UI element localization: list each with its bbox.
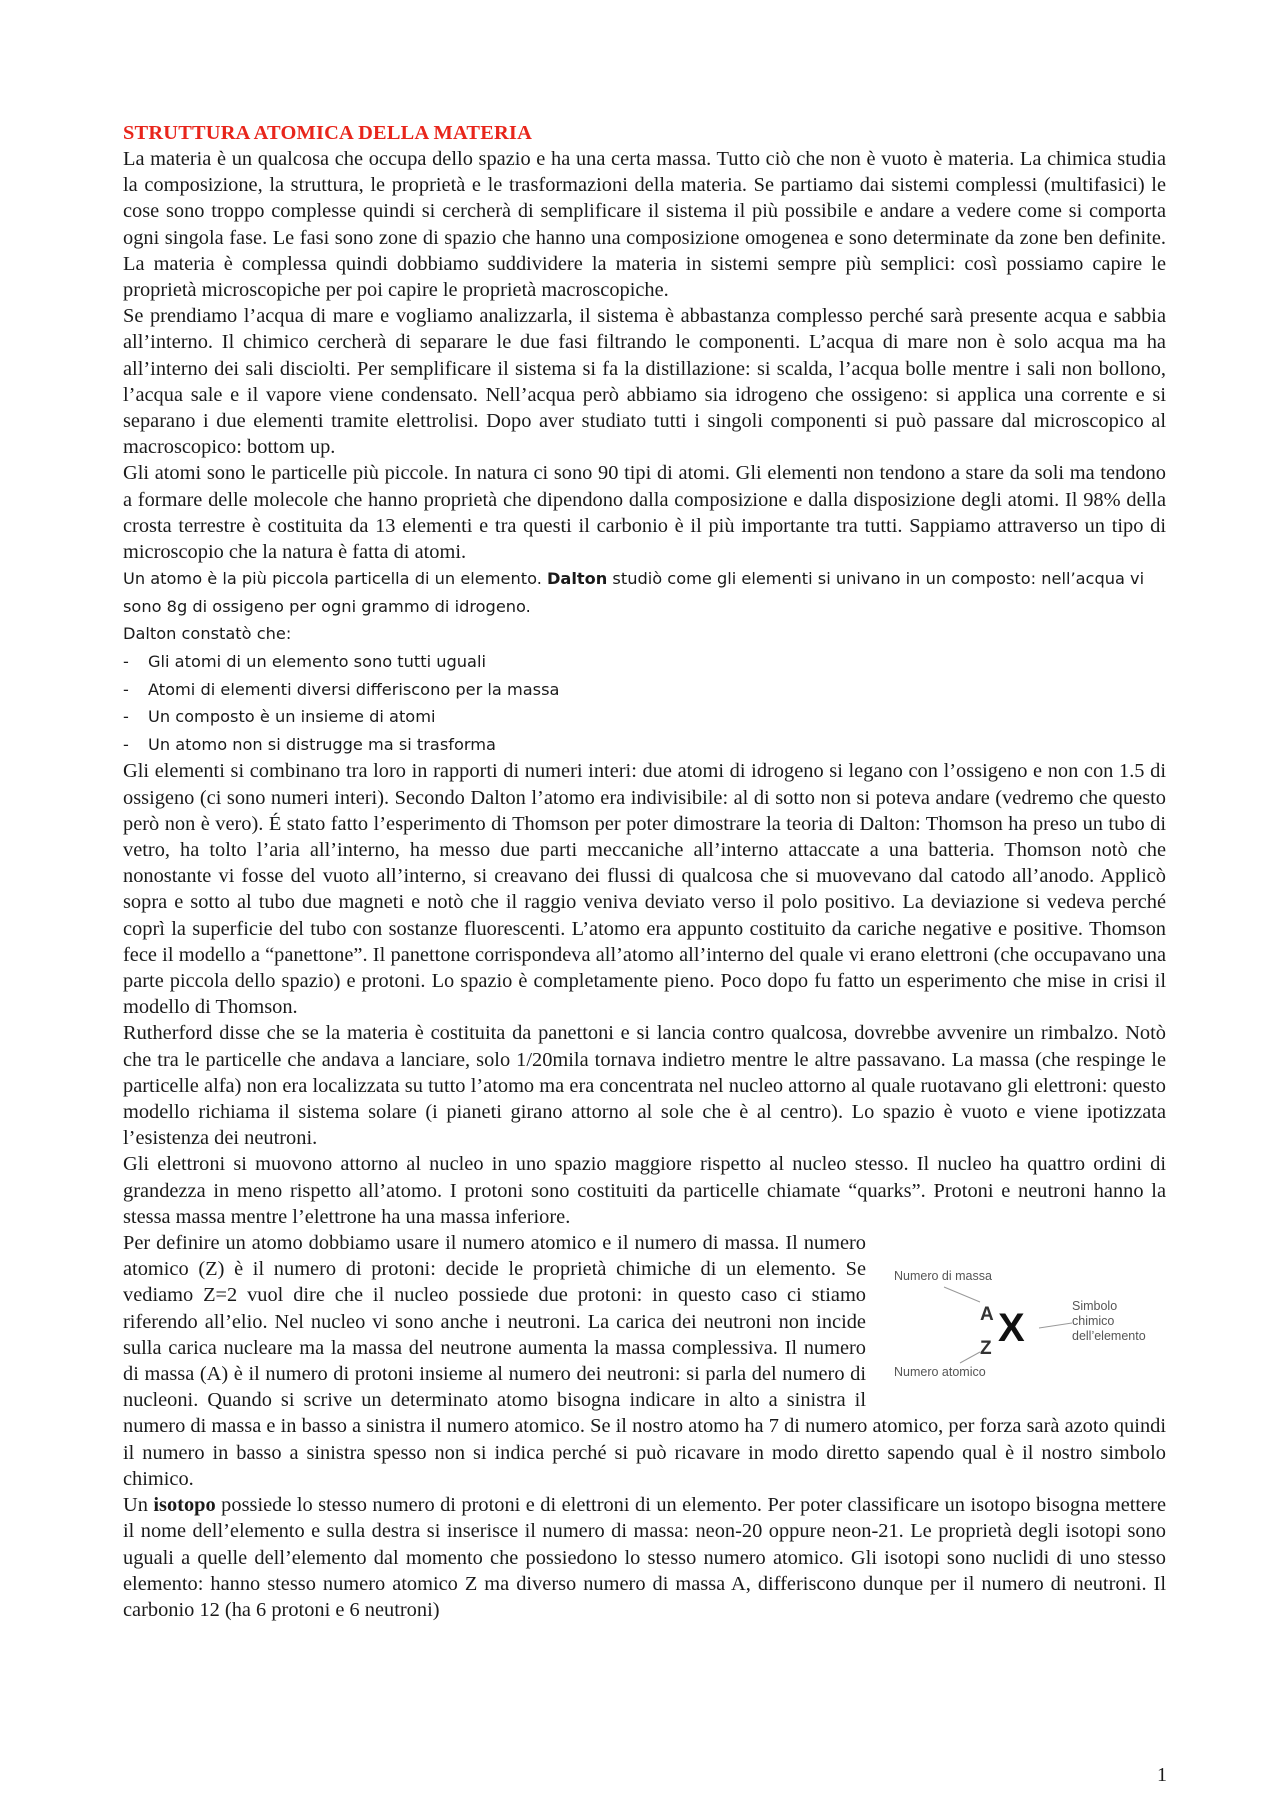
- isotope-term-bold: isotopo: [153, 1494, 216, 1517]
- element-letter: X: [998, 1306, 1025, 1351]
- dalton-intro-text: Un atomo è la più piccola particella di un elemento.: [123, 569, 547, 589]
- mass-letter: A: [980, 1304, 994, 1326]
- page-number: 1: [1157, 1764, 1167, 1786]
- list-item: [123, 648, 1166, 676]
- atomic-number-pointer: [960, 1352, 980, 1363]
- list-dash: -: [123, 679, 129, 699]
- mass-number-pointer: [944, 1287, 980, 1302]
- paragraph-rutherford: Rutherford disse che se la materia è costituita da panettoni e si lancia contro qualcosa, dovrebbe avvenire un rimbalzo. Notò che tra le particelle che andava a lanciare, solo 1/20mila tornava indietro mentre le altre passavano. La massa (che respinge le particelle alfa) non era localizzata su tutto l’atomo ma era concentrata nel nucleo attorno al quale ruotavano gli elettroni: questo modello richiama il sistema solare (i pianeti girano attorno al sole che è al centro). Lo spazio è vuoto e viene ipotizzata l’esistenza dei neutroni.: [123, 1022, 1166, 1150]
- list-item-text: Un composto è un insieme di atomi: [148, 707, 436, 727]
- mass-number-label: Numero di massa: [894, 1269, 992, 1284]
- symbol-label-line2: chimico: [1072, 1314, 1115, 1329]
- dalton-list: [123, 648, 1166, 758]
- paragraph-isotope: [123, 1492, 1166, 1623]
- list-item-text: Un atomo non si distrugge ma si trasforma: [148, 734, 496, 754]
- list-item-text: Atomi di elementi diversi differiscono per la massa: [148, 679, 560, 699]
- paragraph-atomic-number: Per definire un atomo dobbiamo usare il numero atomico e il numero di massa. Il numero atomico (Z) è il numero di protoni: decide le proprietà chimiche di un elemento. Se vediamo Z=2 vuol dire che il nucleo possiede due protoni: in questo caso ci stiamo riferendo all’elio. Nel nucleo vi sono anche i neutroni. La carica dei neutroni non incide sulla carica nucleare ma la massa del neutrone aumenta la massa complessiva. Il numero di massa (A) è il numero di protoni insieme al numero dei neutroni: si parla del numero di nucleoni. Quando si scrive un determinato atomo bisogna indicare in alto a sinistra il numero di massa e in basso a sinistra il numero atomico. Se il nostro atomo ha 7 di numero atomico, per forza sarà azoto quindi il numero in basso a sinistra spesso non si indica perché si può ricavare in modo diretto sapendo qual è il nostro simbolo chimico.: [123, 1232, 1166, 1490]
- list-dash: -: [123, 734, 129, 754]
- symbol-pointer: [1039, 1323, 1072, 1328]
- paragraph-matter-definition: La materia è un qualcosa che occupa dello spazio e ha una certa massa. Tutto ciò che non è vuoto è materia. La chimica studia la composizione, la struttura, le proprietà e le trasformazioni della materia. Se partiamo dai sistemi complessi (multifasici) le cose sono troppo complesse quindi si cercherà di semplificare il sistema il più possibile e andare a vedere come si comporta ogni singola fase. Le fasi sono zone di spazio che hanno una composizione omogenea e sono determinate da zone ben definite. La materia è complessa quindi dobbiamo suddividere la materia in sistemi sempre più semplici: così possiamo capire le proprietà microscopiche per poi capire le proprietà macroscopiche.: [123, 148, 1166, 302]
- dalton-name-bold: Dalton: [546, 569, 608, 589]
- paragraph-atoms: Gli atomi sono le particelle più piccole. In natura ci sono 90 tipi di atomi. Gli elementi non tendono a stare da soli ma tendono a formare delle molecole che hanno proprietà che dipendono dalla composizione e dalla disposizione degli atomi. Il 98% della crosta terrestre è costituita da 13 elementi e tra questi il carbonio è il più importante tra tutti. Sappiamo attraverso un tipo di microscopio che la natura è fatta di atomi.: [123, 462, 1166, 564]
- paragraph-dalton-constated: Dalton constatò che:: [123, 624, 292, 644]
- list-item: [123, 703, 1166, 731]
- atomic-notation-figure: [876, 1240, 1166, 1385]
- isotope-text-start: Un: [123, 1494, 154, 1517]
- atomic-number-label: Numero atomico: [894, 1365, 986, 1380]
- isotope-text-cont: possiede lo stesso numero di protoni e di elettroni di un elemento. Per poter classificare un isotopo bisogna mettere il nome dell’elemento e sulla destra si inserisce il numero di massa: neon-20 oppure neon-21. Le proprietà degli isotopi sono uguali a quelle dell’elemento dal momento che possiedono lo stesso numero atomico. Gli isotopi sono nuclidi di uno stesso elemento: hanno stesso numero atomico Z ma diverso numero di massa A, differiscono dunque per il numero di neutroni. Il carbonio 12 (ha 6 protoni e 6 neutroni): [123, 1494, 1166, 1621]
- atomic-notation-diagram: [876, 1240, 1166, 1385]
- list-item: [123, 676, 1166, 704]
- symbol-label-line1: Simbolo: [1072, 1299, 1118, 1314]
- list-item: [123, 731, 1166, 759]
- symbol-label-line3: dell’elemento: [1072, 1329, 1146, 1344]
- atomic-letter: Z: [980, 1338, 992, 1360]
- section-title: STRUTTURA ATOMICA DELLA MATERIA: [123, 122, 532, 144]
- paragraph-sea-water: Se prendiamo l’acqua di mare e vogliamo analizzarla, il sistema è abbastanza complesso perché sarà presente acqua e sabbia all’interno. Il chimico cercherà di separare le due fasi filtrando le componenti. L’acqua di mare non è solo acqua ma ha all’interno dei sali disciolti. Per semplificare il sistema si fa la distillazione: si scalda, l’acqua bolle mentre i sali non bollono, l’acqua sale e il vapore viene condensato. Nell’acqua però abbiamo sia idrogeno che ossigeno: si applica una corrente e si separano i due elementi tramite elettrolisi. Dopo aver studiato tutti i singoli componenti si può passare dal microscopico al macroscopico: bottom up.: [123, 305, 1166, 459]
- paragraph-dalton-intro: [123, 565, 1166, 620]
- page-content: [123, 120, 1166, 1623]
- list-item-text: Gli atomi di un elemento sono tutti uguali: [148, 652, 486, 672]
- paragraph-electrons: Gli elettroni si muovono attorno al nucleo in uno spazio maggiore rispetto al nucleo stesso. Il nucleo ha quattro ordini di grandezza in meno rispetto all’atomo. I protoni sono costituiti da particelle chiamate “quarks”. Protoni e neutroni hanno la stessa massa mentre l’elettrone ha una massa inferiore.: [123, 1153, 1166, 1228]
- paragraph-thomson: Gli elementi si combinano tra loro in rapporti di numeri interi: due atomi di idrogeno si legano con l’ossigeno e non con 1.5 di ossigeno (ci sono numeri interi). Secondo Dalton l’atomo era indivisibile: al di sotto non si poteva andare (vedremo che questo però non è vero). É stato fatto l’esperimento di Thomson per poter dimostrare la teoria di Dalton: Thomson ha preso un tubo di vetro, ha tolto l’aria all’interno, ha messo due parti meccaniche all’interno attaccate a una batteria. Thomson notò che nonostante vi fosse del vuoto all’interno, si creavano dei flussi di qualcosa che si muovevano dal catodo all’anodo. Applicò sopra e sotto al tubo due magneti e notò che il raggio veniva deviato verso il polo positivo. La deviazione si vedeva perché coprì la superficie del tubo con sostanze fluorescenti. L’atomo era appunto costituito da cariche negative e positive. Thomson fece il modello a “panettone”. Il panettone corrispondeva all’atomo all’interno del quale vi erano elettroni (che occupavano una parte piccola dello spazio) e protoni. Lo spazio è completamente pieno. Poco dopo fu fatto un esperimento che mise in crisi il modello di Thomson.: [123, 760, 1166, 1019]
- list-dash: -: [123, 707, 129, 727]
- dalton-intro-text-cont: studiò come gli elementi si univano in un composto: nell’acqua vi sono 8g di ossigeno per ogni grammo di idrogeno.: [123, 569, 1145, 616]
- list-dash: -: [123, 652, 129, 672]
